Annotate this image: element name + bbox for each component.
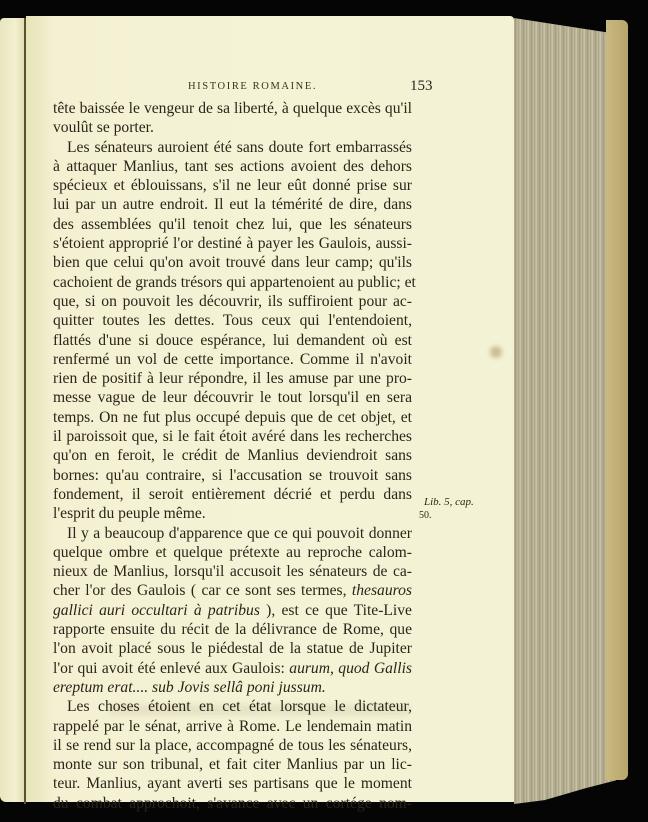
line-text: flattés d'une si douce espérance, lui demandent où est: [53, 331, 412, 349]
text-line: [53, 620, 412, 639]
book-cover-edge: [606, 20, 628, 780]
text-line: [53, 736, 412, 755]
line-text: cher l'or des Gaulois ( car ce sont ses termes,: [53, 582, 352, 600]
text-line: [53, 562, 412, 581]
text-line: [53, 774, 412, 793]
text-line: [53, 524, 412, 543]
line-text: Il y a beaucoup d'apparence que ce qui pouvoit donner: [67, 524, 412, 542]
line-text: tête baissée le vengeur de sa liberté, à quelque excès qu'il: [53, 100, 412, 117]
line-text: il se rend sur la place, accompagné de tous les sénateurs,: [53, 736, 412, 754]
text-line: [53, 157, 412, 176]
text-line: [53, 466, 412, 485]
line-text: s'étoient approprié l'or destiné à payer les Gaulois, aussi-: [53, 235, 412, 253]
text-line: [53, 485, 412, 504]
paper-stain: [490, 346, 502, 358]
line-text: renfermé un vol de cette importance. Comme il n'avoit: [53, 350, 412, 368]
italic-quote: gallici auri occultari à patribus: [53, 601, 260, 619]
line-text: rappelé par le sénat, arrive à Rome. Le lendemain matin: [53, 717, 412, 735]
line-text: voulût se porter.: [53, 119, 154, 137]
line-text: l'on avoit placé sous le piédestal de la statue de Jupiter: [53, 640, 412, 658]
line-text: l'esprit du peuple même.: [53, 505, 206, 523]
book-gutter: [24, 18, 26, 804]
text-line: [53, 659, 412, 678]
line-text: des assemblées qu'il tenoit chez lui, que les sénateurs: [53, 215, 412, 233]
text-line: [53, 195, 412, 214]
facing-page-edge: [0, 18, 26, 802]
italic-quote: aurum, quod Gallis: [289, 659, 412, 677]
text-line: [53, 350, 412, 369]
line-text: du combat approchoit, s'avance avec un cortége nom-: [53, 794, 412, 812]
margin-note-chapter: 50.: [419, 510, 432, 521]
text-line: [53, 543, 412, 562]
line-text: cachoient de grands trésors qui appartenoient au public; et: [53, 273, 416, 291]
line-text: rien de positif à leur répondre, il les amuse par une pro-: [53, 370, 412, 388]
text-line: [53, 717, 412, 736]
line-text: fondement, il seroit entièrement décrié et perdu dans: [53, 485, 412, 503]
line-text: lui par un autre endroit. Il eut la témérité de dire, dans: [53, 196, 412, 214]
text-line: [53, 253, 412, 272]
line-text: rapporte ensuite du récit de la délivrance de Rome, que: [53, 621, 412, 639]
text-line: [53, 292, 412, 311]
line-text: que, si on pouvoit les découvrir, ils suffiroient pour ac-: [53, 292, 412, 310]
text-line: [53, 273, 416, 292]
text-line: [53, 504, 412, 523]
text-line: [53, 176, 412, 195]
text-line: [53, 427, 412, 446]
text-line: [53, 388, 412, 407]
page-block-edges: [514, 18, 616, 804]
text-line: [53, 446, 412, 465]
line-text: monte sur son tribunal, et fait citer Manlius par un lic-: [53, 756, 412, 774]
line-text: l'or qui avoit été enlevé aux Gaulois:: [53, 659, 290, 677]
line-text: qu'on en feroit, le crédit de Manlius deviendroit sans: [53, 447, 412, 465]
text-line: [53, 678, 412, 697]
text-line: [53, 755, 412, 774]
page-header: [26, 80, 514, 100]
line-text: quelque ombre et quelque prétexte au reproche calom-: [53, 543, 412, 561]
text-line: [53, 331, 412, 350]
margin-note-reference: Lib. 5, cap.: [424, 496, 474, 508]
text-line: [53, 118, 412, 137]
text-line: [53, 794, 412, 813]
line-text: spécieux et éblouissans, s'il ne leur eût donné prise sur: [53, 177, 412, 195]
page-number: 153: [410, 78, 433, 94]
line-text: Les choses étoient en cet état lorsque le dictateur,: [67, 698, 412, 716]
italic-quote: ereptum erat.... sub Jovis sellâ poni jussum.: [53, 678, 326, 696]
line-text: à attaquer Manlius, tant ses actions avoient des dehors: [53, 157, 412, 175]
line-text: teur. Manlius, ayant averti ses partisans que le moment: [53, 775, 412, 793]
line-text: quitter toutes les dettes. Tous ceux qui l'entendoient,: [53, 312, 412, 330]
text-line: [53, 215, 412, 234]
line-text: ), est ce que Tite-Live: [259, 601, 412, 619]
text-line: [53, 408, 412, 427]
text-line: [53, 138, 412, 157]
line-text: temps. On ne fut plus occupé depuis que de cet objet, et: [53, 408, 412, 426]
line-text: messe vague de leur découvrir le tout lorsqu'il en sera: [53, 389, 412, 407]
running-title: HISTOIRE ROMAINE.: [188, 81, 318, 92]
text-line: [53, 311, 412, 330]
italic-quote: thesauros: [351, 582, 412, 600]
text-line: [53, 697, 412, 716]
margin-note: [419, 496, 474, 522]
text-line: [53, 601, 412, 620]
line-text: bornes: qu'au contraire, si l'accusation se trouvoit sans: [53, 466, 412, 484]
text-line: [53, 234, 412, 253]
text-line: [53, 581, 412, 600]
line-text: bien que celui qu'on avoit trouvé dans leur camp; qu'ils: [53, 254, 412, 272]
body-text: [53, 99, 416, 813]
text-line: [53, 99, 412, 118]
text-line: [53, 639, 412, 658]
line-text: Les sénateurs auroient été sans doute fort embarrassés: [67, 138, 412, 156]
line-text: il paroissoit que, si le fait étoit avéré dans les recherches: [53, 428, 412, 446]
line-text: nieux de Manlius, lorsqu'il accusoit les sénateurs de ca-: [53, 563, 412, 581]
text-line: [53, 369, 412, 388]
